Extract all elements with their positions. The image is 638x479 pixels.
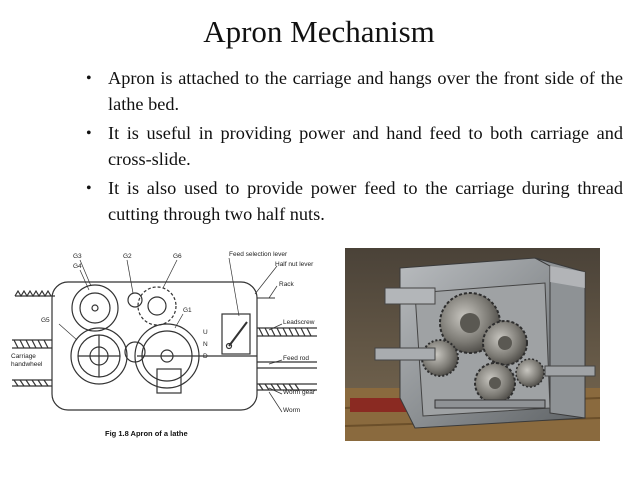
bullet-item bbox=[78, 176, 623, 227]
label-d: D bbox=[203, 353, 208, 360]
label-g6: G6 bbox=[173, 253, 182, 260]
bullet-icon: • bbox=[86, 180, 92, 197]
bullet-list bbox=[78, 66, 623, 231]
bullet-icon: • bbox=[86, 125, 92, 142]
label-feed-selection-lever: Feed selection lever bbox=[229, 251, 288, 258]
label-g5: G5 bbox=[41, 317, 50, 324]
label-handwheel: handwheel bbox=[11, 361, 43, 368]
bullet-item bbox=[78, 66, 623, 117]
label-g2: G2 bbox=[123, 253, 132, 260]
label-half-nut-lever: Half nut lever bbox=[275, 261, 314, 268]
label-worm-gear: Worm gear bbox=[283, 389, 316, 396]
bullet-item bbox=[78, 121, 623, 172]
bullet-text: Apron is attached to the carriage and hangs over the front side of the lathe bed. bbox=[108, 68, 623, 114]
label-leadscrew: Leadscrew bbox=[283, 319, 315, 326]
bullet-text: It is also used to provide power feed to the carriage during thread cutting through two half nuts. bbox=[108, 178, 623, 224]
apron-photo bbox=[345, 248, 600, 441]
label-g4: G4 bbox=[73, 263, 82, 270]
label-rack: Rack bbox=[279, 281, 294, 288]
label-feed-rod: Feed rod bbox=[283, 355, 310, 362]
label-g1: G1 bbox=[183, 307, 192, 314]
figure-caption: Fig 1.8 Apron of a lathe bbox=[105, 429, 188, 438]
bullet-icon: • bbox=[86, 70, 92, 87]
bullet-text: It is useful in providing power and hand feed to both carriage and cross-slide. bbox=[108, 123, 623, 169]
label-n: N bbox=[203, 341, 208, 348]
label-g3: G3 bbox=[73, 253, 82, 260]
apron-diagram bbox=[7, 244, 337, 444]
slide-title: Apron Mechanism bbox=[203, 14, 435, 49]
label-u: U bbox=[203, 329, 208, 336]
label-carriage: Carriage bbox=[11, 353, 36, 360]
label-worm: Worm bbox=[283, 407, 301, 414]
